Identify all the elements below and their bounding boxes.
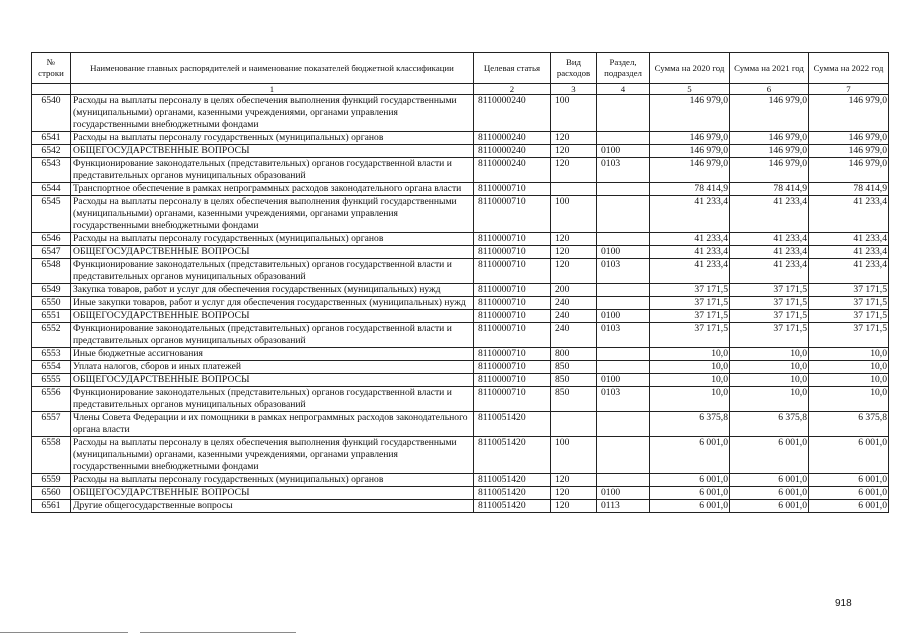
row-name: Закупка товаров, работ и услуг для обеспечения государственных (муниципальных) нужд — [71, 284, 474, 297]
row-name: Функционирование законодательных (представительных) органов государственной власти и представительных органов муниципальных образований — [71, 158, 474, 183]
row-number: 6553 — [32, 348, 71, 361]
sum-2020: 146 979,0 — [650, 158, 730, 183]
sum-2020: 6 375,8 — [650, 412, 730, 437]
expense-kind: 120 — [551, 500, 597, 513]
row-name: Уплата налогов, сборов и иных платежей — [71, 361, 474, 374]
sum-2022: 146 979,0 — [809, 145, 889, 158]
expense-kind: 120 — [551, 158, 597, 183]
sum-2022: 37 171,5 — [809, 323, 889, 348]
sum-2020: 6 001,0 — [650, 474, 730, 487]
section-code — [597, 233, 650, 246]
row-number: 6559 — [32, 474, 71, 487]
sum-2020: 41 233,4 — [650, 246, 730, 259]
sum-2022: 146 979,0 — [809, 95, 889, 132]
sum-2020: 37 171,5 — [650, 323, 730, 348]
row-number: 6541 — [32, 132, 71, 145]
table-row — [32, 246, 889, 259]
scan-edge-line — [0, 632, 128, 633]
sum-2021: 146 979,0 — [730, 95, 809, 132]
sum-2022: 10,0 — [809, 348, 889, 361]
target-article: 8110000710 — [474, 310, 551, 323]
row-number: 6554 — [32, 361, 71, 374]
table-row — [32, 145, 889, 158]
row-number: 6542 — [32, 145, 71, 158]
section-code: 0103 — [597, 158, 650, 183]
table-row — [32, 310, 889, 323]
sum-2020: 10,0 — [650, 387, 730, 412]
expense-kind: 240 — [551, 297, 597, 310]
row-name: Расходы на выплаты персоналу в целях обеспечения выполнения функций государственными (муниципальными) органами, казенными учреждениями, органами управления государственными внебюджетными фондами — [71, 95, 474, 132]
target-article: 8110000710 — [474, 387, 551, 412]
row-number: 6560 — [32, 487, 71, 500]
expense-kind: 100 — [551, 437, 597, 474]
header-target-article: Целевая статья — [474, 53, 551, 84]
table-row — [32, 95, 889, 132]
target-article: 8110000710 — [474, 246, 551, 259]
sum-2020: 6 001,0 — [650, 487, 730, 500]
sum-2022: 37 171,5 — [809, 297, 889, 310]
row-number: 6558 — [32, 437, 71, 474]
sum-2022: 146 979,0 — [809, 158, 889, 183]
table-row — [32, 487, 889, 500]
section-code: 0103 — [597, 387, 650, 412]
table-row — [32, 196, 889, 233]
section-code — [597, 348, 650, 361]
sum-2022: 41 233,4 — [809, 246, 889, 259]
row-name: Транспортное обеспечение в рамках непрограммных расходов законодательного органа власти — [71, 183, 474, 196]
sum-2020: 78 414,9 — [650, 183, 730, 196]
section-code: 0100 — [597, 246, 650, 259]
section-code — [597, 297, 650, 310]
expense-kind — [551, 183, 597, 196]
row-number: 6545 — [32, 196, 71, 233]
expense-kind: 100 — [551, 196, 597, 233]
sum-2022: 6 001,0 — [809, 487, 889, 500]
table-body — [32, 95, 889, 513]
sum-2022: 41 233,4 — [809, 259, 889, 284]
sum-2020: 37 171,5 — [650, 310, 730, 323]
target-article: 8110000710 — [474, 348, 551, 361]
sum-2021: 6 375,8 — [730, 412, 809, 437]
target-article: 8110000710 — [474, 196, 551, 233]
expense-kind: 120 — [551, 487, 597, 500]
row-number: 6555 — [32, 374, 71, 387]
target-article: 8110000240 — [474, 145, 551, 158]
column-number: 1 — [71, 84, 474, 95]
sum-2022: 41 233,4 — [809, 233, 889, 246]
sum-2021: 37 171,5 — [730, 310, 809, 323]
table-row — [32, 412, 889, 437]
sum-2020: 10,0 — [650, 361, 730, 374]
sum-2021: 10,0 — [730, 387, 809, 412]
sum-2021: 37 171,5 — [730, 284, 809, 297]
row-name: ОБЩЕГОСУДАРСТВЕННЫЕ ВОПРОСЫ — [71, 145, 474, 158]
target-article: 8110051420 — [474, 487, 551, 500]
row-number: 6544 — [32, 183, 71, 196]
section-code — [597, 361, 650, 374]
header-sum-2020: Сумма на 2020 год — [650, 53, 730, 84]
section-code: 0113 — [597, 500, 650, 513]
section-code: 0103 — [597, 323, 650, 348]
row-name: ОБЩЕГОСУДАРСТВЕННЫЕ ВОПРОСЫ — [71, 374, 474, 387]
sum-2021: 6 001,0 — [730, 500, 809, 513]
target-article: 8110000710 — [474, 233, 551, 246]
sum-2022: 78 414,9 — [809, 183, 889, 196]
sum-2021: 6 001,0 — [730, 487, 809, 500]
target-article: 8110051420 — [474, 412, 551, 437]
sum-2022: 37 171,5 — [809, 310, 889, 323]
expense-kind: 850 — [551, 374, 597, 387]
target-article: 8110000710 — [474, 361, 551, 374]
row-name: Члены Совета Федерации и их помощники в рамках непрограммных расходов законодательного органа власти — [71, 412, 474, 437]
row-name: Иные бюджетные ассигнования — [71, 348, 474, 361]
expense-kind: 240 — [551, 323, 597, 348]
column-number — [32, 84, 71, 95]
target-article: 8110000240 — [474, 158, 551, 183]
section-code — [597, 183, 650, 196]
row-name: Расходы на выплаты персоналу государственных (муниципальных) органов — [71, 132, 474, 145]
sum-2021: 41 233,4 — [730, 259, 809, 284]
sum-2021: 37 171,5 — [730, 297, 809, 310]
expense-kind: 240 — [551, 310, 597, 323]
column-number: 3 — [551, 84, 597, 95]
sum-2021: 10,0 — [730, 374, 809, 387]
row-name: Расходы на выплаты персоналу государственных (муниципальных) органов — [71, 233, 474, 246]
sum-2020: 146 979,0 — [650, 132, 730, 145]
sum-2021: 146 979,0 — [730, 132, 809, 145]
row-number: 6547 — [32, 246, 71, 259]
section-code: 0100 — [597, 310, 650, 323]
row-number: 6556 — [32, 387, 71, 412]
row-name: Расходы на выплаты персоналу в целях обеспечения выполнения функций государственными (муниципальными) органами, казенными учреждениями, органами управления государственными внебюджетными фондами — [71, 437, 474, 474]
section-code — [597, 284, 650, 297]
table-row — [32, 183, 889, 196]
header-name: Наименование главных распорядителей и наименование показателей бюджетной классификации — [71, 53, 474, 84]
header-section: Раздел, подраздел — [597, 53, 650, 84]
row-name: Другие общегосударственные вопросы — [71, 500, 474, 513]
row-name: Функционирование законодательных (представительных) органов государственной власти и представительных органов муниципальных образований — [71, 259, 474, 284]
section-code — [597, 196, 650, 233]
sum-2021: 41 233,4 — [730, 196, 809, 233]
expense-kind: 120 — [551, 233, 597, 246]
header-sum-2022: Сумма на 2022 год — [809, 53, 889, 84]
target-article: 8110051420 — [474, 500, 551, 513]
section-code — [597, 412, 650, 437]
column-number: 6 — [730, 84, 809, 95]
sum-2020: 37 171,5 — [650, 284, 730, 297]
header-sum-2021: Сумма на 2021 год — [730, 53, 809, 84]
sum-2022: 6 001,0 — [809, 500, 889, 513]
row-name: Функционирование законодательных (представительных) органов государственной власти и представительных органов муниципальных образований — [71, 387, 474, 412]
column-number: 5 — [650, 84, 730, 95]
sum-2020: 6 001,0 — [650, 437, 730, 474]
sum-2020: 10,0 — [650, 348, 730, 361]
sum-2021: 6 001,0 — [730, 437, 809, 474]
row-number: 6549 — [32, 284, 71, 297]
expense-kind: 120 — [551, 145, 597, 158]
row-name: ОБЩЕГОСУДАРСТВЕННЫЕ ВОПРОСЫ — [71, 487, 474, 500]
target-article: 8110000710 — [474, 297, 551, 310]
expense-kind: 120 — [551, 474, 597, 487]
row-number: 6550 — [32, 297, 71, 310]
target-article: 8110051420 — [474, 437, 551, 474]
expense-kind: 120 — [551, 246, 597, 259]
table-row — [32, 474, 889, 487]
target-article: 8110000710 — [474, 374, 551, 387]
sum-2021: 41 233,4 — [730, 246, 809, 259]
sum-2020: 37 171,5 — [650, 297, 730, 310]
header-expense-kind: Вид расходов — [551, 53, 597, 84]
row-number: 6551 — [32, 310, 71, 323]
sum-2022: 41 233,4 — [809, 196, 889, 233]
header-row — [32, 53, 889, 84]
sum-2022: 6 375,8 — [809, 412, 889, 437]
table-row — [32, 348, 889, 361]
column-number: 7 — [809, 84, 889, 95]
table-row — [32, 233, 889, 246]
table-row — [32, 259, 889, 284]
column-number: 4 — [597, 84, 650, 95]
target-article: 8110000710 — [474, 183, 551, 196]
table-row — [32, 132, 889, 145]
sum-2022: 10,0 — [809, 387, 889, 412]
expense-kind: 200 — [551, 284, 597, 297]
table-row — [32, 323, 889, 348]
sum-2020: 146 979,0 — [650, 145, 730, 158]
section-code — [597, 132, 650, 145]
row-name: ОБЩЕГОСУДАРСТВЕННЫЕ ВОПРОСЫ — [71, 246, 474, 259]
table-row — [32, 437, 889, 474]
row-number: 6540 — [32, 95, 71, 132]
sum-2022: 6 001,0 — [809, 437, 889, 474]
row-number: 6561 — [32, 500, 71, 513]
target-article: 8110051420 — [474, 474, 551, 487]
expense-kind: 120 — [551, 259, 597, 284]
row-name: Иные закупки товаров, работ и услуг для обеспечения государственных (муниципальных) нужд — [71, 297, 474, 310]
sum-2022: 10,0 — [809, 361, 889, 374]
expense-kind: 850 — [551, 361, 597, 374]
sum-2021: 10,0 — [730, 361, 809, 374]
expense-kind: 120 — [551, 132, 597, 145]
sum-2021: 78 414,9 — [730, 183, 809, 196]
header-row-number: № строки — [32, 53, 71, 84]
row-number: 6557 — [32, 412, 71, 437]
table-row — [32, 297, 889, 310]
budget-table — [31, 52, 889, 513]
row-name: Функционирование законодательных (представительных) органов государственной власти и представительных органов муниципальных образований — [71, 323, 474, 348]
sum-2021: 10,0 — [730, 348, 809, 361]
section-code: 0100 — [597, 374, 650, 387]
sum-2021: 37 171,5 — [730, 323, 809, 348]
row-number: 6552 — [32, 323, 71, 348]
table-row — [32, 158, 889, 183]
sum-2021: 6 001,0 — [730, 474, 809, 487]
sum-2020: 10,0 — [650, 374, 730, 387]
section-code — [597, 95, 650, 132]
column-number-row — [32, 84, 889, 95]
sum-2020: 41 233,4 — [650, 233, 730, 246]
scan-edge-line — [140, 632, 296, 633]
row-name: Расходы на выплаты персоналу государственных (муниципальных) органов — [71, 474, 474, 487]
table-row — [32, 387, 889, 412]
target-article: 8110000240 — [474, 132, 551, 145]
target-article: 8110000710 — [474, 259, 551, 284]
sum-2022: 6 001,0 — [809, 474, 889, 487]
table-row — [32, 361, 889, 374]
page-number: 918 — [835, 598, 852, 609]
section-code: 0100 — [597, 487, 650, 500]
row-name: ОБЩЕГОСУДАРСТВЕННЫЕ ВОПРОСЫ — [71, 310, 474, 323]
target-article: 8110000710 — [474, 323, 551, 348]
sum-2021: 146 979,0 — [730, 145, 809, 158]
column-number: 2 — [474, 84, 551, 95]
sum-2020: 146 979,0 — [650, 95, 730, 132]
expense-kind: 850 — [551, 387, 597, 412]
row-name: Расходы на выплаты персоналу в целях обеспечения выполнения функций государственными (муниципальными) органами, казенными учреждениями, органами управления государственными внебюджетными фондами — [71, 196, 474, 233]
expense-kind: 100 — [551, 95, 597, 132]
table-row — [32, 374, 889, 387]
row-number: 6546 — [32, 233, 71, 246]
budget-table-container — [31, 52, 888, 513]
row-number: 6543 — [32, 158, 71, 183]
sum-2021: 146 979,0 — [730, 158, 809, 183]
table-row — [32, 284, 889, 297]
target-article: 8110000240 — [474, 95, 551, 132]
expense-kind: 800 — [551, 348, 597, 361]
sum-2022: 10,0 — [809, 374, 889, 387]
sum-2022: 37 171,5 — [809, 284, 889, 297]
sum-2020: 41 233,4 — [650, 196, 730, 233]
section-code — [597, 437, 650, 474]
row-number: 6548 — [32, 259, 71, 284]
table-row — [32, 500, 889, 513]
section-code: 0103 — [597, 259, 650, 284]
sum-2022: 146 979,0 — [809, 132, 889, 145]
target-article: 8110000710 — [474, 284, 551, 297]
section-code — [597, 474, 650, 487]
section-code: 0100 — [597, 145, 650, 158]
sum-2021: 41 233,4 — [730, 233, 809, 246]
sum-2020: 41 233,4 — [650, 259, 730, 284]
sum-2020: 6 001,0 — [650, 500, 730, 513]
expense-kind — [551, 412, 597, 437]
